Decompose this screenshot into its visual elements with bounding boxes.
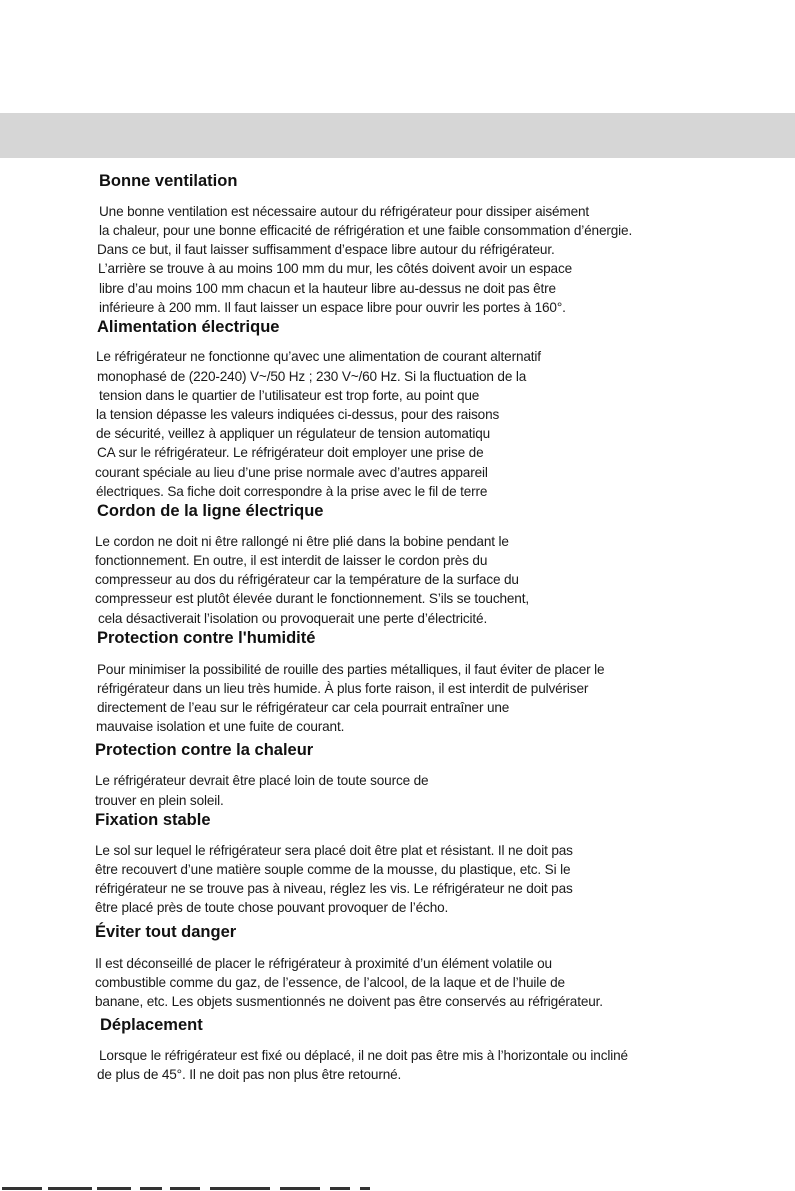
paragraph-line: L’arrière se trouve à au moins 100 mm du mur, les côtés doivent avoir un espace xyxy=(98,261,573,276)
paragraph-line: fonctionnement. En outre, il est interdit de laisser le cordon près du xyxy=(95,553,488,568)
paragraph-line: Une bonne ventilation est nécessaire autour du réfrigérateur pour dissiper aisément xyxy=(99,204,590,219)
paragraph-line: compresseur au dos du réfrigérateur car la température de la surface du xyxy=(95,572,519,587)
footer-cutoff-text xyxy=(0,1185,380,1191)
paragraph-line: cela désactiverait l’isolation ou provoquerait une perte d’électricité. xyxy=(98,611,488,626)
section-title: Fixation stable xyxy=(95,811,211,829)
paragraph-line: CA sur le réfrigérateur. Le réfrigérateur doit employer une prise de xyxy=(97,445,484,460)
paragraph-line: réfrigérateur dans un lieu très humide. À plus forte raison, il est interdit de pulvériser xyxy=(97,681,589,696)
paragraph-line: combustible comme du gaz, de l’essence, de l’alcool, de la laque et de l’huile de xyxy=(95,975,565,990)
paragraph-line: la tension dépasse les valeurs indiquées ci-dessus, pour des raisons xyxy=(96,407,500,422)
paragraph-line: la chaleur, pour une bonne efficacité de réfrigération et une faible consommation d’énergie. xyxy=(99,223,633,238)
section-title: Alimentation électrique xyxy=(97,318,280,336)
paragraph-line: mauvaise isolation et une fuite de courant. xyxy=(96,719,345,734)
paragraph-line: être placé près de toute chose pouvant provoquer de l’écho. xyxy=(95,900,449,915)
paragraph-line: de plus de 45°. Il ne doit pas non plus être retourné. xyxy=(97,1067,402,1082)
paragraph-line: inférieure à 200 mm. Il faut laisser un espace libre pour ouvrir les portes à 160°. xyxy=(99,300,566,315)
paragraph-line: Le cordon ne doit ni être rallongé ni être plié dans la bobine pendant le xyxy=(95,534,509,549)
paragraph-line: Le sol sur lequel le réfrigérateur sera placé doit être plat et résistant. Il ne doit pas xyxy=(95,843,573,858)
paragraph-line: banane, etc. Les objets susmentionnés ne doivent pas être conservés au réfrigérateur. xyxy=(95,994,603,1009)
paragraph-line: Il est déconseillé de placer le réfrigérateur à proximité d’un élément volatile ou xyxy=(95,956,552,971)
paragraph-line: compresseur est plutôt élevée durant le fonctionnement. S’ils se touchent, xyxy=(95,591,529,606)
paragraph-line: libre d’au moins 100 mm chacun et la hauteur libre au-dessus ne doit pas être xyxy=(99,281,556,296)
header-band xyxy=(0,113,795,158)
paragraph-line: Lorsque le réfrigérateur est fixé ou déplacé, il ne doit pas être mis à l’horizontale ou incliné xyxy=(99,1048,628,1063)
section-title: Cordon de la ligne électrique xyxy=(97,502,324,520)
paragraph-line: Le réfrigérateur ne fonctionne qu’avec une alimentation de courant alternatif xyxy=(96,349,541,364)
section-title: Éviter tout danger xyxy=(95,923,237,941)
section-title: Protection contre la chaleur xyxy=(95,741,314,759)
paragraph-line: Le réfrigérateur devrait être placé loin de toute source de xyxy=(95,773,429,788)
paragraph-line: réfrigérateur ne se trouve pas à niveau, réglez les vis. Le réfrigérateur ne doit pas xyxy=(95,881,573,896)
paragraph-line: être recouvert d’une matière souple comme de la mousse, du plastique, etc. Si le xyxy=(95,862,571,877)
paragraph-line: courant spéciale au lieu d’une prise normale avec d’autres appareil xyxy=(95,465,488,480)
section-title: Déplacement xyxy=(100,1016,203,1034)
section-title: Protection contre l'humidité xyxy=(97,629,316,647)
paragraph-line: Dans ce but, il faut laisser suffisamment d’espace libre autour du réfrigérateur. xyxy=(97,242,555,257)
paragraph-line: électriques. Sa fiche doit correspondre à la prise avec le fil de terre xyxy=(96,484,488,499)
paragraph-line: tension dans le quartier de l’utilisateur est trop forte, au point que xyxy=(99,388,480,403)
paragraph-line: monophasé de (220-240) V~/50 Hz ; 230 V~/60 Hz. Si la fluctuation de la xyxy=(97,369,527,384)
section-title: Bonne ventilation xyxy=(99,172,238,190)
paragraph-line: directement de l’eau sur le réfrigérateur car cela pourrait entraîner une xyxy=(97,700,510,715)
paragraph-line: Pour minimiser la possibilité de rouille des parties métalliques, il faut éviter de placer le xyxy=(97,662,605,677)
paragraph-line: trouver en plein soleil. xyxy=(95,793,224,808)
paragraph-line: de sécurité, veillez à appliquer un régulateur de tension automatiqu xyxy=(96,426,491,441)
